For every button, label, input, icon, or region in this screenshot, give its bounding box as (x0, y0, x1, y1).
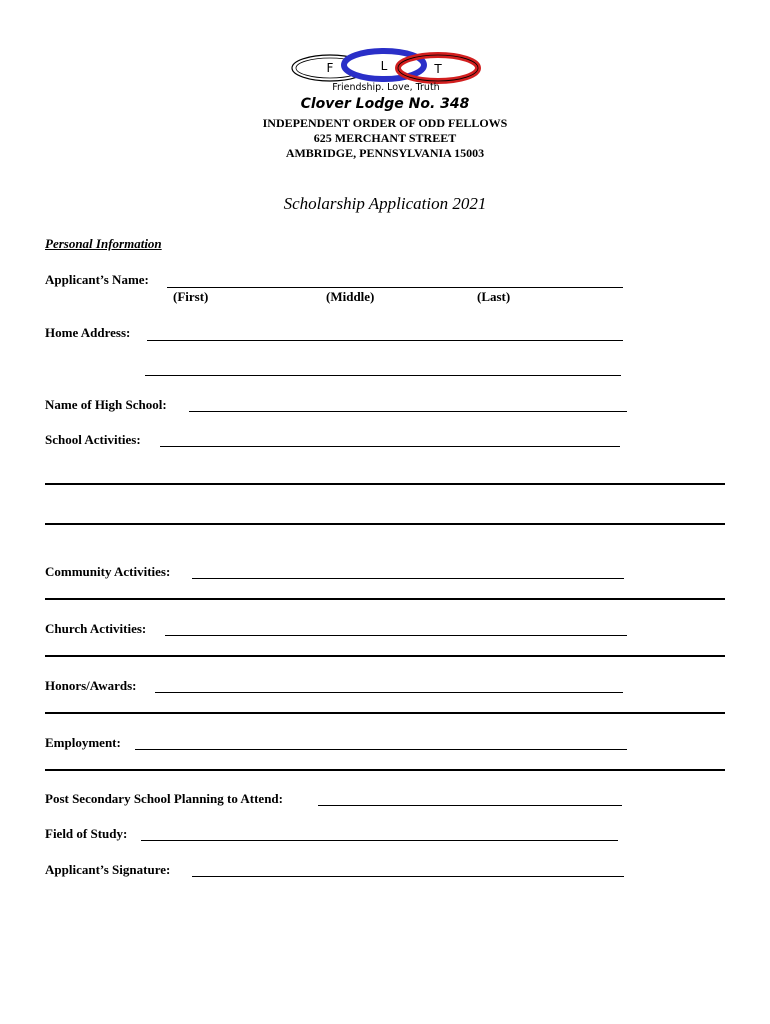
honors-awards-label: Honors/Awards: (45, 678, 137, 693)
community-activities-line-2[interactable] (45, 598, 725, 600)
honors-awards-line-2[interactable] (45, 712, 725, 714)
church-activities-line-2[interactable] (45, 655, 725, 657)
field-of-study-label: Field of Study: (45, 826, 128, 841)
org-name: INDEPENDENT ORDER OF ODD FELLOWS (262, 116, 508, 130)
org-street: 625 MERCHANT STREET (313, 131, 457, 145)
logo-letter-l: L (380, 59, 388, 73)
name-first-caption: (First) (173, 289, 209, 304)
school-activities-label: School Activities: (45, 432, 141, 447)
employment-line[interactable] (135, 749, 627, 750)
high-school-line[interactable] (189, 411, 627, 412)
church-activities-label: Church Activities: (45, 621, 147, 636)
logo-letter-f: F (326, 61, 334, 75)
church-activities-line[interactable] (165, 635, 627, 636)
field-of-study-line[interactable] (141, 840, 618, 841)
flt-logo (288, 48, 484, 94)
signature-label: Applicant’s Signature: (45, 862, 171, 877)
home-address-label: Home Address: (45, 325, 131, 340)
applicant-name-line[interactable] (167, 287, 623, 288)
applicant-name-label: Applicant’s Name: (45, 272, 149, 287)
home-address-line-1[interactable] (147, 340, 623, 341)
name-middle-caption: (Middle) (326, 289, 375, 304)
employment-line-2[interactable] (45, 769, 725, 771)
name-last-caption: (Last) (477, 289, 511, 304)
post-secondary-label: Post Secondary School Planning to Attend: (45, 791, 283, 806)
school-activities-line-3[interactable] (45, 523, 725, 525)
section-heading: Personal Information (45, 236, 162, 251)
home-address-line-2[interactable] (145, 375, 621, 376)
community-activities-line[interactable] (192, 578, 624, 579)
school-activities-line-2[interactable] (45, 483, 725, 485)
post-secondary-line[interactable] (318, 805, 622, 806)
org-city: AMBRIDGE, PENNSYLVANIA 15003 (285, 146, 485, 160)
community-activities-label: Community Activities: (45, 564, 171, 579)
form-title: Scholarship Application 2021 (283, 194, 487, 213)
logo-letter-t: T (434, 62, 442, 76)
high-school-label: Name of High School: (45, 397, 167, 412)
logo-motto: Friendship. Love, Truth (332, 82, 440, 93)
school-activities-line[interactable] (160, 446, 620, 447)
signature-line[interactable] (192, 876, 624, 877)
employment-label: Employment: (45, 735, 121, 750)
lodge-name: Clover Lodge No. 348 (300, 96, 470, 112)
honors-awards-line[interactable] (155, 692, 623, 693)
